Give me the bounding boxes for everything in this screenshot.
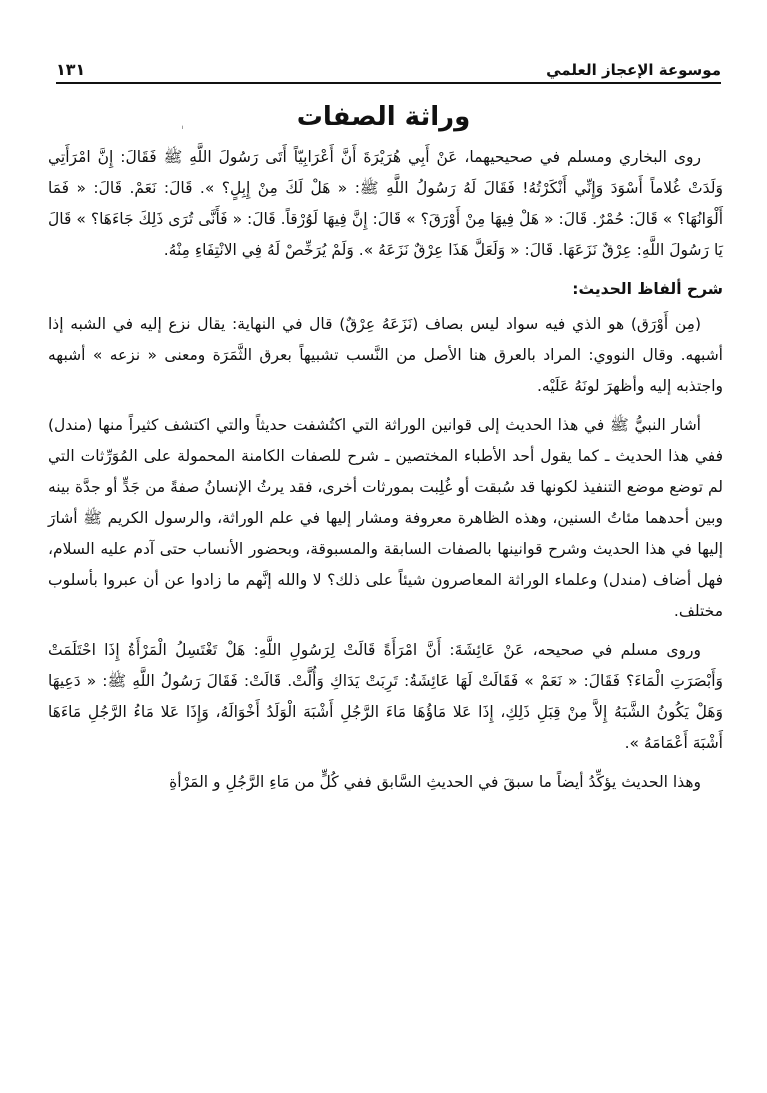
article-body	[48, 142, 723, 806]
page-number: ١٣١	[56, 60, 86, 79]
section-heading: شرح ألفاظ الحديث:	[572, 280, 723, 298]
hadith-paragraph-1: روى البخاري ومسلم في صحيحيهما، عَنْ أَبِي هُرَيْرَةَ أَنَّ أَعْرَابِيّاً أَتَى رَسُولَ اللَّهِ ﷺ فَقَالَ: إِنَّ امْرَأَتِي وَلَدَتْ غُلاماً أَسْوَدَ وَإِنِّي أَنْكَرْتُهُ! فَقَالَ لَهُ رَسُولُ اللَّهِ ﷺ: « هَلْ لَكَ مِنْ إِبِلٍ؟ ». قَالَ: نَعَمْ. قَالَ: « فَمَا أَلْوَانُهَا؟ » قَالَ: حُمْرٌ. قَالَ: « هَلْ فِيهَا مِنْ أَوْرَقَ؟ » قَالَ: إِنَّ فِيهَا لَوُرْقاً. قَالَ: « فَأَنَّى تُرَى ذَلِكَ جَاءَهَا؟ » قَالَ يَا رَسُولَ اللَّهِ: عِرْقٌ نَزَعَهَا. قَالَ: « وَلَعَلَّ هَذَا عِرْقٌ نَزَعَهُ ». وَلَمْ يُرَخِّصْ لَهُ فِي الانْتِفَاءِ مِنْهُ.	[48, 148, 723, 259]
body-paragraph-4: وهذا الحديث يؤكِّدُ أيضاً ما سبقَ في الحديثِ السَّابق ففي كُلٍّ من مَاءِ الرَّجُلِ و المَرْأةِ	[169, 773, 701, 791]
journal-title: موسوعة الإعجاز العلمي	[546, 61, 721, 79]
body-paragraph-3: وروى مسلم في صحيحه، عَنْ عَائِشَةَ: أَنَّ امْرَأَةً قَالَتْ لِرَسُولِ اللَّهِ: هَلْ تَغْتَسِلُ الْمَرْأَةُ إِذَا احْتَلَمَتْ وَأَبْصَرَتِ الْمَاءَ؟ فَقَالَ: « نَعَمْ » فَقَالَتْ لَهَا عَائِشَةُ: تَرِبَتْ يَدَاكِ وَأُلَّتْ. قَالَتْ: فَقَالَ رَسُولُ اللَّهِ ﷺ: « دَعِيهَا وَهَلْ يَكُونُ الشَّبَهُ إِلاَّ مِنْ قِبَلِ ذَلِكِ، إِذَا عَلا مَاؤُهَا مَاءَ الرَّجُلِ أَشْبَهَ الْوَلَدُ أَخْوَالَهُ، وَإِذَا عَلا مَاءُ الرَّجُلِ مَاءَهَا أَشْبَهَ أَعْمَامَهُ ».	[48, 641, 723, 752]
running-header	[56, 54, 721, 84]
margin-mark-icon: ˈ	[180, 124, 184, 138]
body-paragraph-1: (مِن أَوْرَق) هو الذي فيه سواد ليس بصاف (نَزَعَهُ عِرْقٌ) قال في النهاية: يقال نزع إليه في الشبه إذا أشبهه. وقال النووي: المراد بالعرق هنا الأصل من النَّسب تشبيهاً بعرق الثَّمَرَة ومعنى « نزعه » أشبهه واجتذبه إليه وأظهرَ لونَهُ عَلَيْه.	[48, 315, 723, 395]
body-paragraph-2: أشار النبيُّ ﷺ في هذا الحديث إلى قوانين الوراثة التي اكتُشفت حديثاً والتي اكتشف كثيراً منها (مندل) ففي هذا الحديث ـ كما يقول أحد الأطباء المختصين ـ شرح للصفات الكامنة المحمولة على المُوَرِّثات التي لم توضع موضع التنفيذ لكونها قد سُبقت أو غُلِبت بمورثات أخرى، فقد يرثُ الإنسانُ صفةً من جَدٍّ أو جدَّة بينه وبين أحدهما مئاتُ السنين، وهذه الظاهرة معروفة ومشار إليها في علم الوراثة، والرسول الكريم ﷺ أشارَ إليها في هذا الحديث وشرح قوانينها بالصفات السابقة والمسبوقة، وبحضور الأنساب حتى آدم عليه السلام، فهل أضاف (مندل) وعلماء الوراثة المعاصرون شيئاً على ذلك؟ لا والله إنَّهم ما زادوا عن أن عبروا بأسلوب مختلف.	[48, 416, 723, 620]
article-title: وراثة الصفات	[296, 102, 471, 132]
